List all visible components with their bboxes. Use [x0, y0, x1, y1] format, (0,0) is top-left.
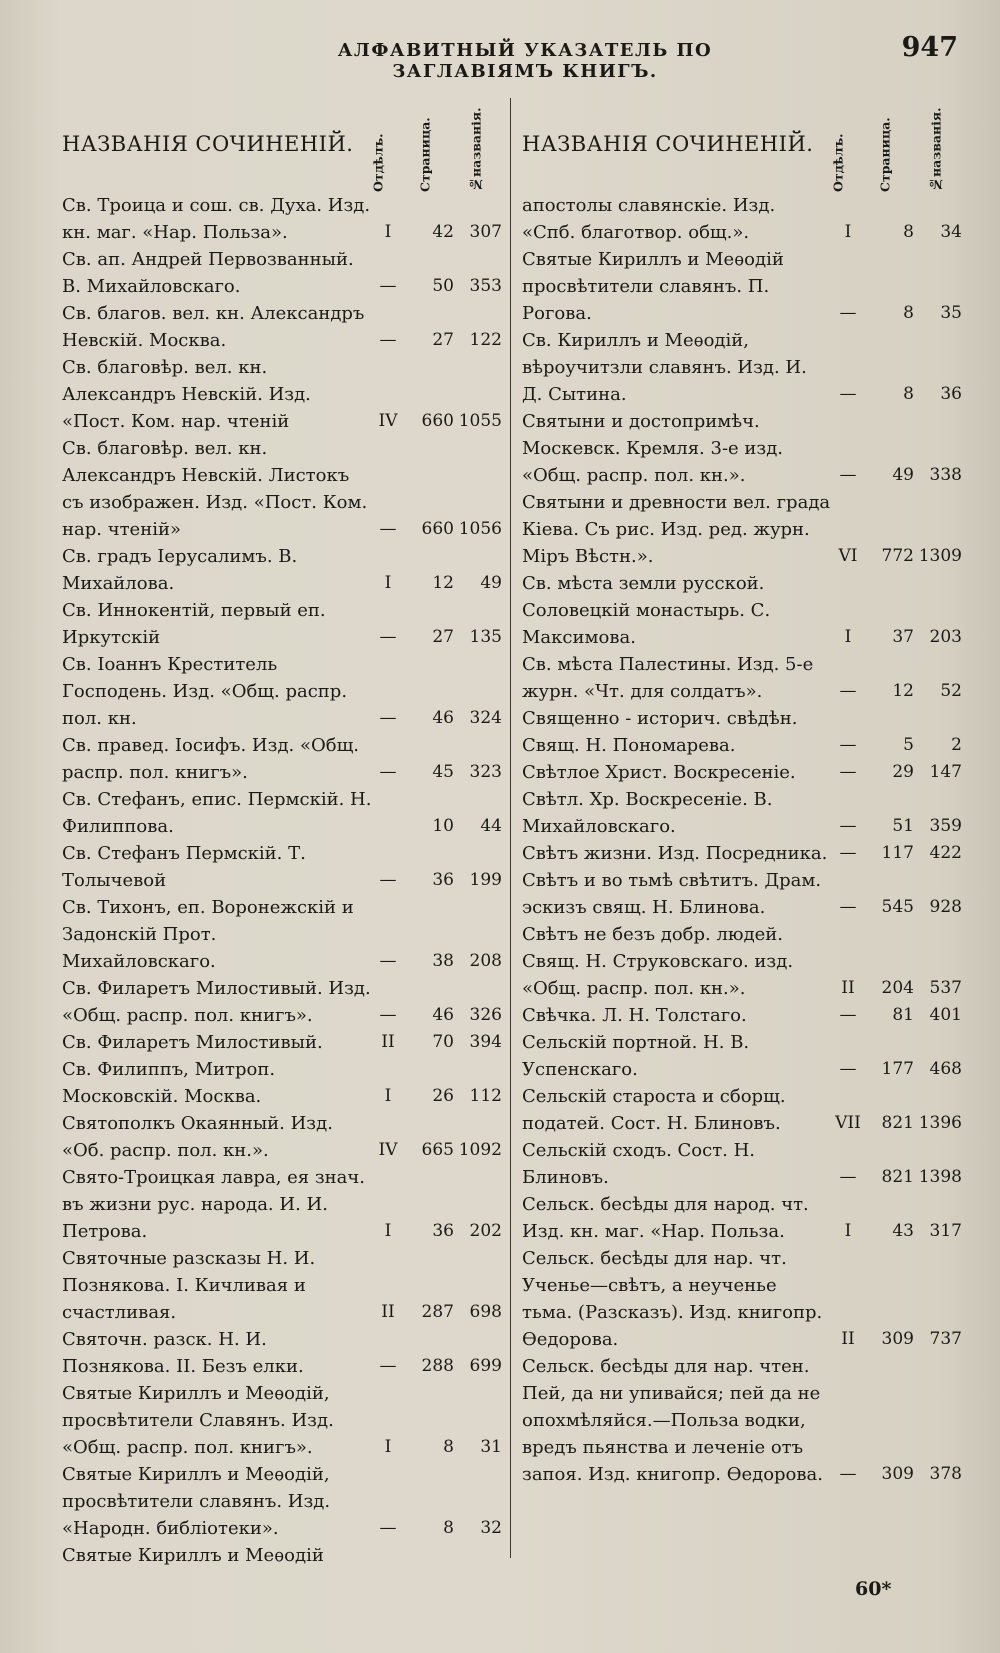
dept-header: Отдѣлъ. — [370, 133, 386, 192]
entry-page: 8 — [443, 1437, 454, 1457]
entry-page: 309 — [881, 1464, 914, 1484]
entry-dept: — — [839, 735, 857, 755]
entry-page: 46 — [432, 1005, 454, 1025]
entry-page: 43 — [892, 1221, 914, 1241]
entry-refs — [372, 408, 502, 435]
index-entry — [62, 543, 502, 597]
entry-dept: I — [384, 1221, 392, 1241]
entry-title: Св. мѣста Палестины. Изд. 5-е журн. «Чт. для солдатъ». — [522, 654, 814, 702]
entry-refs — [832, 624, 962, 651]
entry-page: 288 — [421, 1356, 454, 1376]
entry-refs — [832, 1218, 962, 1245]
entry-number: 2 — [951, 735, 962, 755]
entry-number: 737 — [929, 1329, 962, 1349]
entry-refs — [372, 867, 502, 894]
entry-page: 46 — [432, 708, 454, 728]
entry-dept: — — [839, 1005, 857, 1025]
left-entry-list — [62, 192, 502, 1569]
entry-title: Св. ап. Андрей Первозванный. В. Михайловскаго. — [62, 249, 354, 297]
entry-title: Св. Стефанъ, епис. Пермскій. Н. Филиппова. — [62, 789, 372, 837]
entry-number: 1398 — [918, 1167, 962, 1187]
entry-title: Свѣтъ не безъ добр. людей. Свящ. Н. Струковскаго. изд. «Общ. распр. пол. кн.». — [522, 924, 794, 999]
entry-dept: — — [839, 762, 857, 782]
entry-number: 34 — [940, 222, 962, 242]
entry-number: 52 — [940, 681, 962, 701]
entry-page: 27 — [432, 627, 454, 647]
entry-dept: — — [839, 843, 857, 863]
entry-title: Святые Кириллъ и Меѳодій, просвѣтители Славянъ. Изд. «Общ. распр. пол. книгъ». — [62, 1383, 334, 1458]
left-column — [62, 92, 502, 1569]
entry-number: 1396 — [918, 1113, 962, 1133]
entry-refs — [372, 516, 502, 543]
entry-refs — [832, 1110, 962, 1137]
entry-title: Святые Кириллъ и Меѳодій, просвѣтители славянъ. Изд. «Народн. библіотеки». — [62, 1464, 331, 1539]
entry-refs — [832, 1164, 962, 1191]
entry-title: Свѣтъ и во тьмѣ свѣтитъ. Драм. эскизъ свящ. Н. Блинова. — [522, 870, 822, 918]
entry-refs — [832, 1056, 962, 1083]
entry-refs — [372, 1218, 502, 1245]
entry-number: 32 — [480, 1518, 502, 1538]
entry-page: 38 — [432, 951, 454, 971]
index-entry — [522, 1353, 962, 1488]
entry-number: 401 — [929, 1005, 962, 1025]
entry-title: Св. Филаретъ Милостивый. — [62, 1032, 323, 1053]
entry-title: Сельскій портной. Н. В. Успенскаго. — [522, 1032, 750, 1080]
index-entry — [62, 597, 502, 651]
entry-number: 147 — [929, 762, 962, 782]
entry-title: Святые Кириллъ и Меѳодій — [62, 1545, 324, 1566]
entry-number: 698 — [469, 1302, 502, 1322]
entry-page: 50 — [432, 276, 454, 296]
entry-dept: — — [839, 465, 857, 485]
entry-number: 468 — [929, 1059, 962, 1079]
entry-number: 35 — [940, 303, 962, 323]
index-entry — [62, 975, 502, 1029]
entry-page: 287 — [421, 1302, 454, 1322]
entry-number: 326 — [469, 1005, 502, 1025]
index-entry — [62, 732, 502, 786]
entry-title: апостолы славянскіе. Изд. «Спб. благотвор. общ.». — [522, 195, 776, 243]
entry-title: Св. благовѣр. вел. кн. Александръ Невскій. Изд. «Пост. Ком. нар. чтеній — [62, 357, 311, 432]
entry-page: 45 — [432, 762, 454, 782]
entry-title: Сельскій староста и сборщ. податей. Сост. Н. Блиновъ. — [522, 1086, 786, 1134]
entry-dept: II — [381, 1302, 395, 1322]
index-entry — [62, 1029, 502, 1056]
entry-dept: — — [379, 951, 397, 971]
index-entry — [62, 354, 502, 435]
entry-page: 36 — [432, 870, 454, 890]
entry-title: Св. Филиппъ, Митроп. Московскій. Москва. — [62, 1059, 276, 1107]
entry-title: Святые Кириллъ и Меѳодій просвѣтители славянъ. П. Рогова. — [522, 249, 784, 324]
index-entry — [522, 651, 962, 705]
index-entry — [522, 327, 962, 408]
entry-number: 1309 — [918, 546, 962, 566]
index-entry — [522, 246, 962, 327]
entry-number: 378 — [929, 1464, 962, 1484]
entry-title: Сельск. бесѣды для народ. чт. Изд. кн. маг. «Нар. Польза. — [522, 1194, 809, 1242]
index-entry — [522, 705, 962, 759]
entry-refs — [372, 1515, 502, 1542]
entry-title: Св. Іоаннъ Креститель Господень. Изд. «Общ. распр. пол. кн. — [62, 654, 348, 729]
entry-dept: II — [841, 1329, 855, 1349]
entry-refs — [832, 894, 962, 921]
index-entry — [62, 1326, 502, 1380]
page-header: Страница. — [417, 117, 433, 192]
entry-title: Св. Кириллъ и Меѳодій, вѣроучитзли славянъ. Изд. И. Д. Сытина. — [522, 330, 807, 405]
entry-dept: — — [839, 303, 857, 323]
entry-number: 394 — [469, 1032, 502, 1052]
index-entry — [522, 408, 962, 489]
index-entry — [522, 840, 962, 867]
entry-refs — [372, 273, 502, 300]
entry-title: Святыни и достопримѣч. Москевск. Кремля. 3-е изд. «Общ. распр. пол. кн.». — [522, 411, 784, 486]
index-entry — [62, 894, 502, 975]
entry-title: Св. мѣста земли русской. Соловецкій монастырь. С. Максимова. — [522, 573, 771, 648]
entry-page: 821 — [881, 1167, 914, 1187]
entry-number: 31 — [480, 1437, 502, 1457]
entry-refs — [372, 705, 502, 732]
entry-page: 821 — [881, 1113, 914, 1133]
entry-title: Святочн. разск. Н. И. Познякова. II. Безъ елки. — [62, 1329, 304, 1377]
entry-dept: — — [379, 870, 397, 890]
right-column-header — [522, 92, 962, 192]
index-entry — [522, 1245, 962, 1353]
entry-page: 12 — [432, 573, 454, 593]
index-entry — [62, 651, 502, 732]
entry-refs — [832, 381, 962, 408]
entry-number: 317 — [929, 1221, 962, 1241]
entry-refs — [832, 543, 962, 570]
entry-refs — [372, 948, 502, 975]
right-column — [522, 92, 962, 1488]
index-entry — [522, 786, 962, 840]
entry-page: 29 — [892, 762, 914, 782]
entry-number: 338 — [929, 465, 962, 485]
entry-page: 8 — [903, 303, 914, 323]
entry-number: 422 — [929, 843, 962, 863]
entry-dept: VI — [838, 546, 858, 566]
entry-number: 307 — [469, 222, 502, 242]
index-entry — [522, 867, 962, 921]
entry-refs — [832, 1002, 962, 1029]
index-entry — [62, 1461, 502, 1542]
entry-dept: — — [839, 1167, 857, 1187]
entry-page: 81 — [892, 1005, 914, 1025]
entry-title: Св. благов. вел. кн. Александръ Невскій. Москва. — [62, 303, 365, 351]
entry-dept: — — [839, 816, 857, 836]
index-entry — [62, 1110, 502, 1164]
entry-refs — [832, 840, 962, 867]
entry-dept: — — [379, 708, 397, 728]
entry-refs — [832, 300, 962, 327]
entry-page: 545 — [881, 897, 914, 917]
dept-header: Отдѣлъ. — [830, 133, 846, 192]
entry-refs — [832, 1326, 962, 1353]
entry-page: 8 — [903, 384, 914, 404]
entry-number: 49 — [480, 573, 502, 593]
entry-number: 323 — [469, 762, 502, 782]
entry-dept: — — [839, 897, 857, 917]
entry-dept: VII — [835, 1113, 861, 1133]
entry-number: 359 — [929, 816, 962, 836]
index-entry — [62, 840, 502, 894]
entry-dept: — — [379, 519, 397, 539]
entry-dept: — — [379, 762, 397, 782]
entry-dept: — — [379, 276, 397, 296]
entry-refs — [832, 1461, 962, 1488]
entry-dept: IV — [378, 411, 398, 431]
entry-refs — [372, 759, 502, 786]
column-divider — [510, 98, 511, 1558]
entry-dept: I — [844, 222, 852, 242]
entry-title: Священно - историч. свѣдѣн. Свящ. Н. Пономарева. — [522, 708, 798, 756]
entry-refs — [372, 1299, 502, 1326]
entry-refs — [372, 1353, 502, 1380]
entry-refs — [832, 813, 962, 840]
entry-page: 665 — [421, 1140, 454, 1160]
page-number: 947 — [901, 32, 958, 63]
entry-dept: I — [384, 1086, 392, 1106]
entry-dept: — — [379, 627, 397, 647]
entry-refs — [372, 1137, 502, 1164]
entry-title: Свѣтъ жизни. Изд. Посредника. — [522, 843, 828, 864]
entry-title: Св. Стефанъ Пермскій. Т. Толычевой — [62, 843, 306, 891]
entry-number: 928 — [929, 897, 962, 917]
entry-title: Св. Тихонъ, еп. Воронежскій и Задонскій Прот. Михайловскаго. — [62, 897, 354, 972]
entry-title: Св. Троица и сош. св. Духа. Изд. кн. маг. «Нар. Польза». — [62, 195, 371, 243]
entry-title: Святочные разсказы Н. И. Познякова. I. Кичливая и счастливая. — [62, 1248, 316, 1323]
entry-number: 112 — [469, 1086, 502, 1106]
entry-page: 12 — [892, 681, 914, 701]
index-entry — [522, 1137, 962, 1191]
entry-dept: — — [839, 384, 857, 404]
entry-refs — [372, 1542, 502, 1569]
entry-page: 117 — [881, 843, 914, 863]
entry-refs — [372, 813, 502, 840]
entry-number: 202 — [469, 1221, 502, 1241]
entry-refs — [372, 570, 502, 597]
entry-refs — [372, 1002, 502, 1029]
entry-title: Св. правед. Іосифъ. Изд. «Общ. распр. пол. книгъ». — [62, 735, 360, 783]
entry-page: 309 — [881, 1329, 914, 1349]
entry-refs — [832, 759, 962, 786]
entry-number: 135 — [469, 627, 502, 647]
entry-page: 37 — [892, 627, 914, 647]
entry-dept: I — [844, 1221, 852, 1241]
entry-page: 10 — [432, 816, 454, 836]
entry-title: Св. Филаретъ Милостивый. Изд. «Общ. распр. пол. книгъ». — [62, 978, 371, 1026]
left-column-header — [62, 92, 502, 192]
entry-dept: — — [839, 1464, 857, 1484]
entry-refs — [832, 678, 962, 705]
entry-page: 51 — [892, 816, 914, 836]
entry-refs — [832, 219, 962, 246]
right-entry-list — [522, 192, 962, 1488]
index-entry — [62, 1056, 502, 1110]
entry-page: 70 — [432, 1032, 454, 1052]
entry-page: 36 — [432, 1221, 454, 1241]
entry-page: 8 — [903, 222, 914, 242]
entry-number: 1056 — [458, 519, 502, 539]
entry-refs — [372, 1434, 502, 1461]
signature-mark: 60* — [855, 1578, 892, 1600]
index-entry — [62, 246, 502, 300]
entry-number: 122 — [469, 330, 502, 350]
index-entry — [522, 759, 962, 786]
entry-page: 177 — [881, 1059, 914, 1079]
entry-dept: IV — [378, 1140, 398, 1160]
entry-title: Святополкъ Окаянный. Изд. «Об. распр. пол. кн.». — [62, 1113, 333, 1161]
index-entry — [522, 1083, 962, 1137]
entry-dept: — — [379, 330, 397, 350]
entry-dept: I — [384, 1437, 392, 1457]
index-entry — [62, 786, 502, 840]
index-entry — [62, 300, 502, 354]
index-entry — [522, 921, 962, 1002]
entry-refs — [372, 327, 502, 354]
column-title: НАЗВАНІЯ СОЧИНЕНІЙ. — [62, 132, 354, 156]
entry-number: 199 — [469, 870, 502, 890]
column-title: НАЗВАНІЯ СОЧИНЕНІЙ. — [522, 132, 814, 156]
entry-refs — [372, 624, 502, 651]
entry-refs — [832, 462, 962, 489]
index-entry — [522, 1191, 962, 1245]
entry-page: 5 — [903, 735, 914, 755]
number-header: №названія. — [928, 107, 944, 192]
entry-title: Святыни и древности вел. града Кіева. Съ рис. Изд. ред. журн. Міръ Вѣстн.». — [522, 492, 831, 567]
entry-number: 208 — [469, 951, 502, 971]
index-entry — [522, 1002, 962, 1029]
entry-dept: — — [379, 1005, 397, 1025]
entry-number: 353 — [469, 276, 502, 296]
entry-title: Сельск. бесѣды для нар. чтен. Пей, да ни упивайся; пей да не опохмѣляйся.—Польза водки, вредъ пьянства и леченіе отъ запоя. Изд. книгопр. Ѳедорова. — [522, 1356, 823, 1485]
index-entry — [522, 570, 962, 651]
entry-title: Св. благовѣр. вел. кн. Александръ Невскій. Листокъ съ изображен. Изд. «Пост. Ком. нар. чтеній» — [62, 438, 368, 540]
entry-title: Св. Иннокентій, первый еп. Иркутскій — [62, 600, 326, 648]
entry-title: Сельск. бесѣды для нар. чт. Ученье—свѣтъ, а неученье тьма. (Разсказъ). Изд. книгопр. Ѳедорова. — [522, 1248, 823, 1350]
entry-title: Свѣтл. Хр. Воскресеніе. В. Михайловскаго. — [522, 789, 773, 837]
index-entry — [522, 489, 962, 570]
index-entry — [62, 1164, 502, 1245]
entry-dept: I — [384, 222, 392, 242]
entry-dept: — — [839, 1059, 857, 1079]
entry-page: 8 — [443, 1518, 454, 1538]
entry-page: 772 — [881, 546, 914, 566]
entry-number: 537 — [929, 978, 962, 998]
entry-number: 44 — [480, 816, 502, 836]
index-entry — [62, 1245, 502, 1326]
running-head: АЛФАВИТНЫЙ УКАЗАТЕЛЬ ПО ЗАГЛАВІЯМЪ КНИГЪ. — [337, 40, 713, 82]
index-entry — [62, 1542, 502, 1569]
entry-page: 27 — [432, 330, 454, 350]
entry-title: Свѣтлое Христ. Воскресеніе. — [522, 762, 796, 783]
entry-page: 204 — [881, 978, 914, 998]
index-entry — [522, 1029, 962, 1083]
entry-number: 36 — [940, 384, 962, 404]
entry-dept: II — [381, 1032, 395, 1052]
entry-title: Свято-Троицкая лавра, ея знач. въ жизни рус. народа. И. И. Петрова. — [62, 1167, 366, 1242]
entry-page: 42 — [432, 222, 454, 242]
entry-title: Свѣчка. Л. Н. Толстаго. — [522, 1005, 747, 1026]
entry-refs — [832, 732, 962, 759]
entry-dept: I — [844, 627, 852, 647]
index-entry — [62, 192, 502, 246]
index-entry — [522, 192, 962, 246]
index-entry — [62, 435, 502, 543]
entry-number: 203 — [929, 627, 962, 647]
entry-refs — [372, 1083, 502, 1110]
entry-dept: I — [384, 573, 392, 593]
entry-refs — [832, 975, 962, 1002]
entry-page: 660 — [421, 411, 454, 431]
entry-title: Сельскій сходъ. Сост. Н. Блиновъ. — [522, 1140, 756, 1188]
entry-refs — [372, 219, 502, 246]
entry-page: 49 — [892, 465, 914, 485]
entry-dept: — — [839, 681, 857, 701]
entry-dept: — — [379, 1518, 397, 1538]
index-entry — [62, 1380, 502, 1461]
entry-page: 660 — [421, 519, 454, 539]
number-header: №названія. — [468, 107, 484, 192]
entry-number: 1055 — [458, 411, 502, 431]
entry-number: 699 — [469, 1356, 502, 1376]
page-header: Страница. — [877, 117, 893, 192]
entry-page: 26 — [432, 1086, 454, 1106]
entry-refs — [372, 1029, 502, 1056]
entry-dept: — — [379, 1356, 397, 1376]
entry-dept: II — [841, 978, 855, 998]
entry-title: Св. градъ Іерусалимъ. В. Михайлова. — [62, 546, 298, 594]
entry-number: 1092 — [458, 1140, 502, 1160]
entry-number: 324 — [469, 708, 502, 728]
